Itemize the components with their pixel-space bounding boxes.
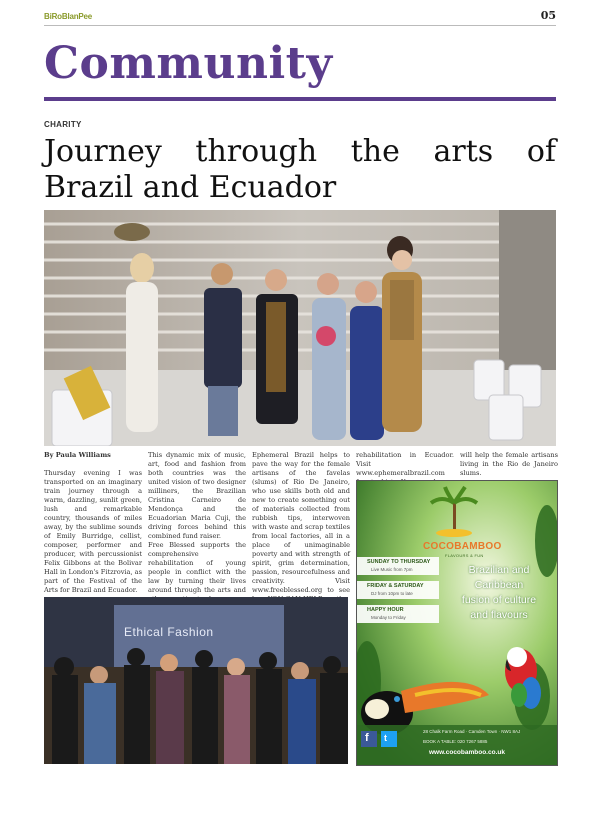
ad-booking: BOOK A TABLE: 020 7267 5885 [423, 739, 488, 744]
main-photo [44, 210, 556, 446]
article-column-1 [44, 451, 142, 595]
ad-address: 28 Chalk Farm Road · Camden Town · NW1 8AJ [423, 729, 521, 734]
ad-website-link[interactable]: www.cocobamboo.co.uk [429, 749, 505, 756]
ad-schedule-detail: Monday to Friday [371, 615, 406, 620]
article-paragraph: will help the female artisans living in the Rio de Janeiro slums. [460, 451, 558, 477]
ad-brand-name: COCOBAMBOO [423, 541, 502, 552]
ad-tagline [443, 563, 555, 623]
article-paragraph: Ephemeral Brazil helps to pave the way for the female artisans of the favelas (slums) of Rio De Janeiro, who use skills both old and new to create something out of materials collected from rubbish tips, interwoven with waste and scrap textiles from local factories, all in a place of unimaginable poverty and with strength of spirit, grim determination, passion, resourcefulness and creativity. Visit www.freeblessed.org to see [252, 451, 350, 594]
article-kicker: CHARITY [44, 120, 82, 129]
article-paragraph: Free Blessed supports the comprehensive rehabilitation of young people in conflict with the law by turning their lives around through the arts and [148, 541, 246, 594]
event-sign-text: Ethical Fashion [124, 625, 214, 639]
header-rule [44, 25, 556, 26]
article-paragraph: rehabilitation in Ecuador. Visit www.ephemeralbrazil.com [356, 451, 454, 477]
ad-brand-subtitle: FLAVOURS & FUN [445, 553, 484, 558]
article-column-2 [148, 451, 246, 604]
ad-tagline-line: Caribbean [474, 579, 524, 591]
facebook-icon[interactable]: f [365, 732, 369, 744]
ad-tagline-line: Brazilian and [468, 564, 530, 576]
ad-schedule-day: FRIDAY & SATURDAY [367, 583, 424, 589]
ad-tagline-line: and flavours [470, 609, 528, 621]
article-byline: By Paula Williams [44, 451, 111, 459]
ad-schedule-day: SUNDAY TO THURSDAY [367, 559, 431, 565]
cocobamboo-ad [356, 480, 558, 766]
ad-background-art [357, 481, 557, 765]
ad-tagline-line: fusion of culture [461, 594, 537, 606]
event-photo [44, 597, 348, 764]
article-headline: Journey through the arts of Brazil and Ecuador [44, 134, 556, 205]
article-paragraph: Thursday evening I was transported on an imaginary train journey through a warm, dazzling, sunlit green, lush and remarkable country, thousands of miles away, by the sublime sounds of Emily Burridge, cellist, composer, performer and producer, with percussionist Felix Gibbons at the Bolivar Hall in London's Fitzrovia, as part of the Festival of the Arts for Brazil and Ecuador. [44, 469, 142, 594]
event-photo-illustration [44, 597, 348, 764]
article-paragraph: This dynamic mix of music, art, food and fashion from both countries was the united vision of two designer milliners, the Brazilian Cristina Carneiro de Mendonça and the Ecuadorian Maria Cuji, the driving forces behind this combined fund raiser. [148, 451, 246, 540]
section-divider [44, 97, 556, 101]
page-number: 05 [540, 9, 556, 22]
ad-schedule-detail: Live Music from 7pm [371, 567, 413, 572]
ad-schedule-day: HAPPY HOUR [367, 607, 404, 613]
section-title: Community [44, 38, 333, 89]
twitter-icon[interactable]: t [384, 733, 387, 743]
article-column-3 [252, 451, 350, 604]
main-photo-illustration [44, 210, 556, 446]
article-column-5 [460, 451, 558, 478]
masthead-logo: BiRoBlanPee [44, 12, 93, 21]
ad-schedule-detail: DJ from 10pm to late [371, 591, 413, 596]
